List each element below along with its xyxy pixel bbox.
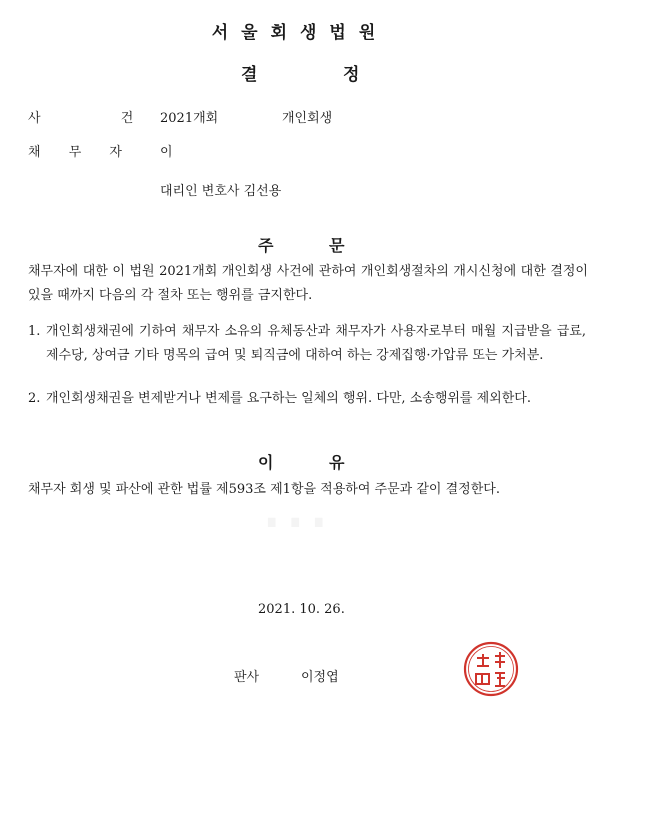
case-number: 2021개회 bbox=[160, 111, 219, 126]
list-item: 개인회생채권에 기하여 채무자 소유의 유체동산과 채무자가 사용자로부터 매월 지급받을 급료, 제수당, 상여금 기타 명목의 급여 및 퇴직금에 대하여 하는 강제집행·가압류 또는 가처분. bbox=[46, 324, 586, 363]
court-seal-icon bbox=[462, 640, 520, 698]
order-heading-right: 문 bbox=[329, 236, 345, 255]
background-watermark: ··· bbox=[260, 480, 331, 566]
judge-name: 이정엽 bbox=[301, 670, 339, 685]
doc-title-right: 정 bbox=[343, 65, 360, 85]
case-type: 개인회생 bbox=[282, 111, 333, 126]
judge-title: 판사 bbox=[234, 670, 260, 685]
court-name: 서울회생법원 bbox=[211, 23, 389, 43]
case-label: 사 건 bbox=[28, 111, 172, 126]
item-number: 2. bbox=[28, 391, 41, 406]
decision-date: 2021. 10. 26. bbox=[258, 602, 345, 617]
reason-heading-right: 유 bbox=[329, 453, 345, 472]
doc-title-left: 결 bbox=[241, 65, 258, 85]
item-number: 1. bbox=[28, 324, 41, 339]
order-heading-left: 주 bbox=[258, 236, 274, 255]
debtor-label: 채 무 자 bbox=[28, 145, 134, 160]
agent: 대리인 변호사 김선용 bbox=[160, 184, 282, 199]
debtor-name: 이 bbox=[160, 145, 173, 160]
order-text: 채무자에 대한 이 법원 2021개회 개인회생 사건에 관하여 개인회생절차의 개시신청에 대한 결정이 있을 때까지 다음의 각 절차 또는 행위를 금지한다. bbox=[28, 264, 588, 303]
list-item: 개인회생채권을 변제받거나 변제를 요구하는 일체의 행위. 다만, 소송행위를 제외한다. bbox=[46, 391, 531, 406]
reason-text: 채무자 회생 및 파산에 관한 법률 제593조 제1항을 적용하여 주문과 같이 결정한다. bbox=[28, 482, 500, 497]
reason-heading-left: 이 bbox=[258, 453, 274, 472]
